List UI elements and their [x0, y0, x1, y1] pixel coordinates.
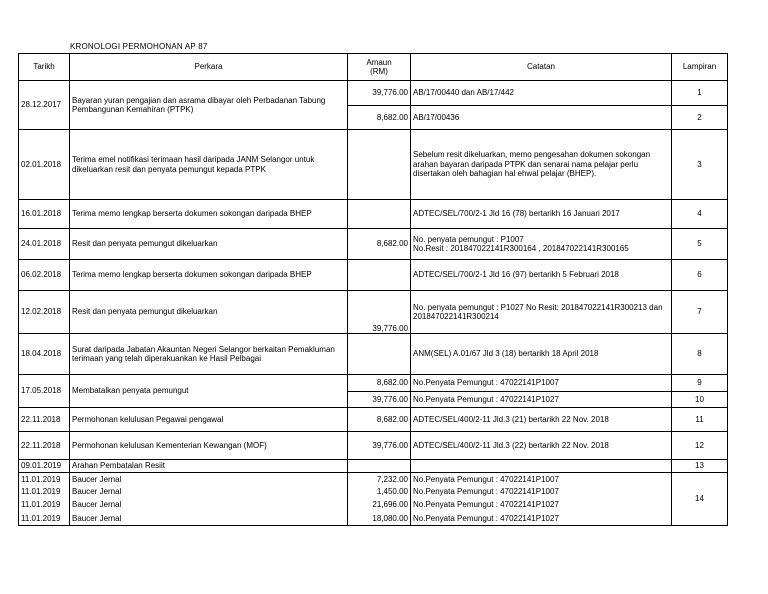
cell-perkara: Terima emel notifikasi terimaan hasil daripada JANM Selangor untuk dikeluarkan resit dan penyata pemungut kepada PTPK: [70, 130, 348, 200]
cell-lampiran: 2: [672, 106, 728, 130]
cell-lampiran: 5: [672, 229, 728, 260]
cell-perkara: Baucer Jernal: [70, 473, 348, 486]
cell-lampiran: 8: [672, 334, 728, 375]
table-row: [19, 334, 728, 375]
cell-tarikh: 22.11.2018: [19, 432, 70, 460]
cell-lampiran: 3: [672, 130, 728, 200]
cell-lampiran: 4: [672, 200, 728, 229]
cell-catatan: ADTEC/SEL/700/2-1 Jld 16 (97) bertarikh 5 Februari 2018: [411, 260, 672, 291]
cell-perkara: Resit dan penyata pemungut dikeluarkan: [70, 229, 348, 260]
cell-perkara: Resit dan penyata pemungut dikeluarkan: [70, 291, 348, 334]
cell-lampiran: 12: [672, 432, 728, 460]
cell-catatan: ADTEC/SEL/400/2-11 Jld.3 (22) bertarikh 22 Nov. 2018: [411, 432, 672, 460]
cell-tarikh: 11.01.2019: [19, 473, 70, 486]
cell-amaun: 39,776.00: [348, 291, 411, 334]
cell-perkara: Permohonan kelulusan Kementerian Kewangan (MOF): [70, 432, 348, 460]
cell-amaun: 39,776.00: [348, 81, 411, 106]
cell-amaun: 7,232.00: [348, 473, 411, 486]
cell-amaun: 8,682.00: [348, 408, 411, 432]
cell-perkara: Baucer Jernal: [70, 499, 348, 512]
table-header-row: [19, 54, 728, 81]
cell-tarikh: 22.11.2018: [19, 408, 70, 432]
cell-perkara: Membatalkan penyata pemungut: [70, 375, 348, 408]
table-row: [19, 291, 728, 334]
cell-amaun: 18,080.00: [348, 512, 411, 526]
cell-perkara: Baucer Jernal: [70, 512, 348, 526]
cell-perkara: Bayaran yuran pengajian dan asrama dibayar oleh Perbadanan Tabung Pembangunan Kemahiran (PTPK): [70, 81, 348, 130]
table-row: [19, 460, 728, 473]
table-row: [19, 229, 728, 260]
cell-lampiran: 14: [672, 473, 728, 526]
cell-tarikh: 11.01.2019: [19, 499, 70, 512]
cell-lampiran: 6: [672, 260, 728, 291]
cell-tarikh: 02.01.2018: [19, 130, 70, 200]
cell-catatan: No.Penyata Pemungut : 47022141P1027: [411, 512, 672, 526]
header-amaun: [348, 54, 411, 81]
cell-catatan: AB/17/00436: [411, 106, 672, 130]
cell-catatan: ANM(SEL) A.01/67 Jld 3 (18) bertarikh 18 April 2018: [411, 334, 672, 375]
cell-lampiran: 9: [672, 375, 728, 392]
cell-amaun: [348, 130, 411, 200]
table-row: [19, 375, 728, 392]
cell-perkara: Terima memo lengkap berserta dokumen sokongan daripada BHEP: [70, 260, 348, 291]
chronology-table: [18, 53, 728, 526]
table-row: [19, 432, 728, 460]
cell-amaun: [348, 200, 411, 229]
header-lampiran: Lampiran: [672, 54, 728, 81]
cell-lampiran: 1: [672, 81, 728, 106]
cell-catatan: ADTEC/SEL/700/2-1 Jld 16 (78) bertarikh 16 Januari 2017: [411, 200, 672, 229]
cell-lampiran: 13: [672, 460, 728, 473]
cell-catatan: AB/17/00440 dan AB/17/442: [411, 81, 672, 106]
table-row: [19, 512, 728, 526]
table-row: [19, 200, 728, 229]
cell-catatan: No.Penyata Pemungut : 47022141P1027: [411, 392, 672, 408]
cell-perkara: Surat daripada Jabatan Akauntan Negeri Selangor berkaitan Pemakluman terimaan yang telah diperakuankan ke Hasil Pelbagai: [70, 334, 348, 375]
header-perkara: Perkara: [70, 54, 348, 81]
cell-catatan: No.Penyata Pemungut : 47022141P1027: [411, 499, 672, 512]
cell-tarikh: 11.01.2019: [19, 486, 70, 499]
table-row: [19, 486, 728, 499]
cell-tarikh: 11.01.2019: [19, 512, 70, 526]
cell-catatan: No.Penyata Pemungut : 47022141P1007: [411, 375, 672, 392]
catatan-line: No.Resit : 201847022141R300164 , 201847022141R300165: [413, 244, 629, 253]
cell-lampiran: 10: [672, 392, 728, 408]
cell-catatan: ADTEC/SEL/400/2-11 Jld.3 (21) bertarikh 22 Nov. 2018: [411, 408, 672, 432]
table-row: [19, 408, 728, 432]
header-amaun-label: Amaun (RM): [366, 58, 392, 76]
table-row: [19, 130, 728, 200]
cell-catatan: [411, 229, 672, 260]
cell-tarikh: 06.02.2018: [19, 260, 70, 291]
cell-amaun: 8,682.00: [348, 375, 411, 392]
cell-amaun: 21,696.00: [348, 499, 411, 512]
cell-perkara: Permohonan kelulusan Pegawai pengawal: [70, 408, 348, 432]
cell-tarikh: 28.12.2017: [19, 81, 70, 130]
document-title: KRONOLOGI PERMOHONAN AP 87: [70, 42, 208, 51]
cell-lampiran: 11: [672, 408, 728, 432]
cell-amaun: 1,450.00: [348, 486, 411, 499]
cell-tarikh: 16.01.2018: [19, 200, 70, 229]
catatan-line: No. penyata pemungut : P1007: [413, 234, 524, 244]
cell-amaun: 39,776.00: [348, 432, 411, 460]
cell-lampiran: 7: [672, 291, 728, 334]
cell-tarikh: 12.02.2018: [19, 291, 70, 334]
cell-perkara: Terima memo lengkap berserta dokumen sokongan daripada BHEP: [70, 200, 348, 229]
cell-amaun: 39,776.00: [348, 392, 411, 408]
cell-amaun: [348, 334, 411, 375]
cell-amaun: [348, 460, 411, 473]
cell-perkara: Baucer Jernal: [70, 486, 348, 499]
cell-catatan: No.Penyata Pemungut : 47022141P1007: [411, 486, 672, 499]
header-tarikh: Tarikh: [19, 54, 70, 81]
cell-catatan: Sebelum resit dikeluarkan, memo pengesahan dokumen sokongan arahan bayaran daripada PTPK dan senarai nama pelajar perlu disertakan oleh bahagian hal ehwal pelajar (BHEP).: [411, 130, 672, 200]
cell-tarikh: 09.01.2019: [19, 460, 70, 473]
table-row: [19, 260, 728, 291]
cell-tarikh: 17.05.2018: [19, 375, 70, 408]
cell-amaun: [348, 260, 411, 291]
table-row: [19, 473, 728, 486]
cell-amaun: 8,682.00: [348, 229, 411, 260]
cell-tarikh: 18.04.2018: [19, 334, 70, 375]
cell-perkara: Arahan Pembatalan Resiit: [70, 460, 348, 473]
header-catatan: Catatan: [411, 54, 672, 81]
cell-catatan: No. penyata pemungut : P1027 No Resit: 201847022141R300213 dan 201847022141R300214: [411, 291, 672, 334]
table-row: [19, 499, 728, 512]
cell-amaun: 8,682.00: [348, 106, 411, 130]
cell-tarikh: 24.01.2018: [19, 229, 70, 260]
cell-catatan: No.Penyata Pemungut : 47022141P1007: [411, 473, 672, 486]
table-row: [19, 81, 728, 106]
cell-catatan: [411, 460, 672, 473]
